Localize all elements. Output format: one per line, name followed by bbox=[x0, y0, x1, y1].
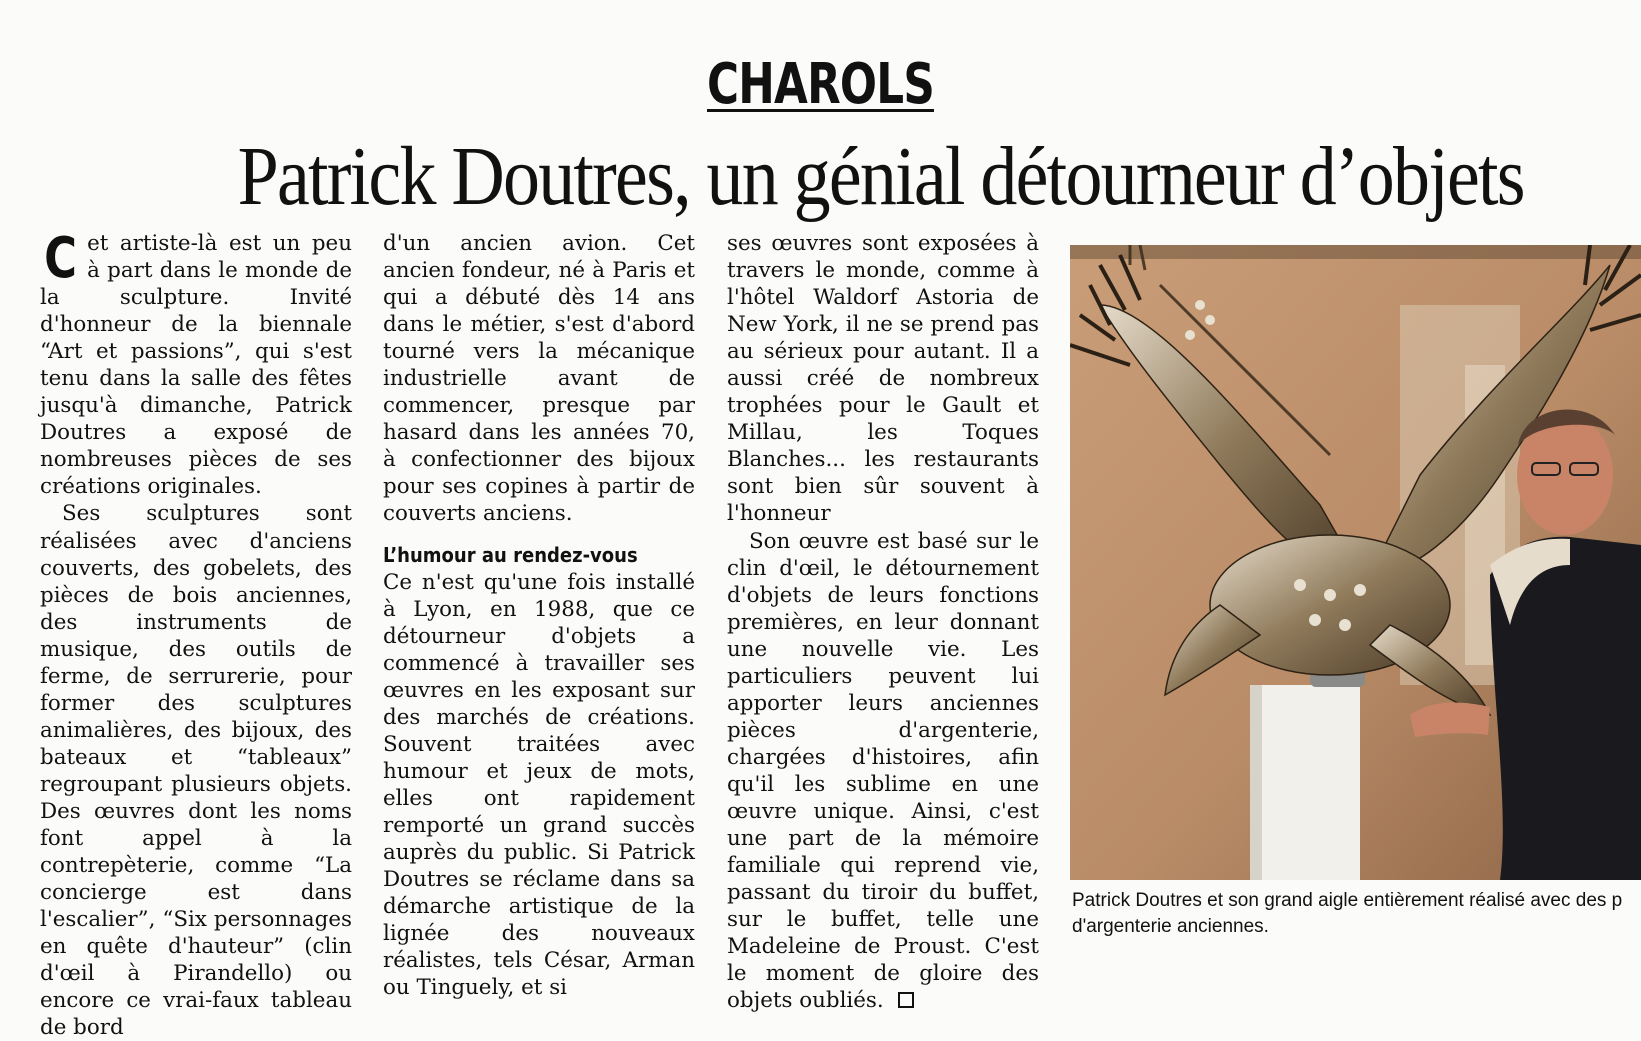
kicker-text: CHAROLS bbox=[706, 52, 935, 117]
paragraph-text: et artiste-là est un peu à part dans le monde de la sculpture. Invité d'honneur de la biennale “Art et passions”, qui s'est tenu dans la salle des fêtes jusqu'à dimanche, Patrick Doutres a exposé de nombreuses pièces de ses créations originales. bbox=[40, 231, 352, 500]
paragraph bbox=[727, 528, 1039, 1015]
paragraph: Ce n'est qu'une fois installé à Lyon, en 1988, que ce détourneur d'objets a commencé à travailler ses œuvres en les exposant sur des marchés de créations. Souvent traitées avec humour et jeux de mots, elles ont rapidement remporté un grand succès auprès du public. Si Patrick Doutres se réclame dans sa démarche artistique de la lignée des nouveaux réalistes, tels César, Arman ou Tinguely, et si bbox=[383, 569, 695, 1001]
article-column-1 bbox=[40, 226, 352, 1041]
end-of-article-mark bbox=[898, 992, 914, 1008]
paragraph: ses œuvres sont exposées à travers le monde, comme à l'hôtel Waldorf Astoria de New York, il ne se prend pas au sérieux pour autant. Il a aussi créé de nombreux trophées pour le Gault et Millau, les Toques Blanches... les restaurants sont bien sûr souvent à l'honneur bbox=[727, 231, 1039, 527]
paragraph: d'un ancien avion. Cet ancien fondeur, né à Paris et qui a débuté dès 14 ans dans le métier, s'est d'abord tourné vers la mécanique industrielle avant de commencer, presque par hasard dans les années 70, à confectionner des bijoux pour ses copines à partir de couverts anciens. bbox=[383, 231, 695, 527]
article-column-3 bbox=[727, 230, 1039, 1014]
photo-caption bbox=[1072, 888, 1641, 940]
article-headline: Patrick Doutres, un génial détourneur d’objets bbox=[237, 130, 1524, 223]
paragraph bbox=[40, 226, 352, 500]
article-column-2 bbox=[383, 230, 695, 1001]
article-photo bbox=[1070, 245, 1641, 880]
paragraph-text: Son œuvre est basé sur le clin d'œil, le détournement d'objets de leurs fonctions premières, en leur donnant une nouvelle vie. Les particuliers peuvent lui apporter leurs anciennes pièces d'argenterie, chargées d'histoires, afin qu'il les sublime en une œuvre unique. Ainsi, c'est une part de la mémoire familiale qui reprend vie, passant du tiroir du buffet, sur le buffet, telle une Madeleine de Proust. C'est le moment de gloire des objets oubliés. bbox=[727, 528, 1039, 1014]
caption-line: d'argenterie anciennes. bbox=[1072, 916, 1269, 937]
subheading: L’humour au rendez-vous bbox=[383, 542, 638, 567]
paragraph: Ses sculptures sont réalisées avec d'anciens couverts, des gobelets, des pièces de bois anciennes, des instruments de musique, des outils de ferme, de serrurerie, pour former des sculptures animalières, des bijoux, des bateaux et “tableaux” regroupant plusieurs objets. Des œuvres dont les noms font appel à la contrepèterie, comme “La concierge est dans l'escalier”, “Six personnages en quête d'hauteur” (clin d'œil à Pirandello) ou encore ce vrai-faux tableau de bord bbox=[40, 501, 352, 1041]
eagle-sculpture-photo bbox=[1070, 245, 1641, 880]
caption-line: Patrick Doutres et son grand aigle entièrement réalisé avec des p bbox=[1072, 890, 1623, 911]
drop-cap: C bbox=[44, 226, 77, 291]
section-kicker bbox=[181, 52, 1461, 118]
